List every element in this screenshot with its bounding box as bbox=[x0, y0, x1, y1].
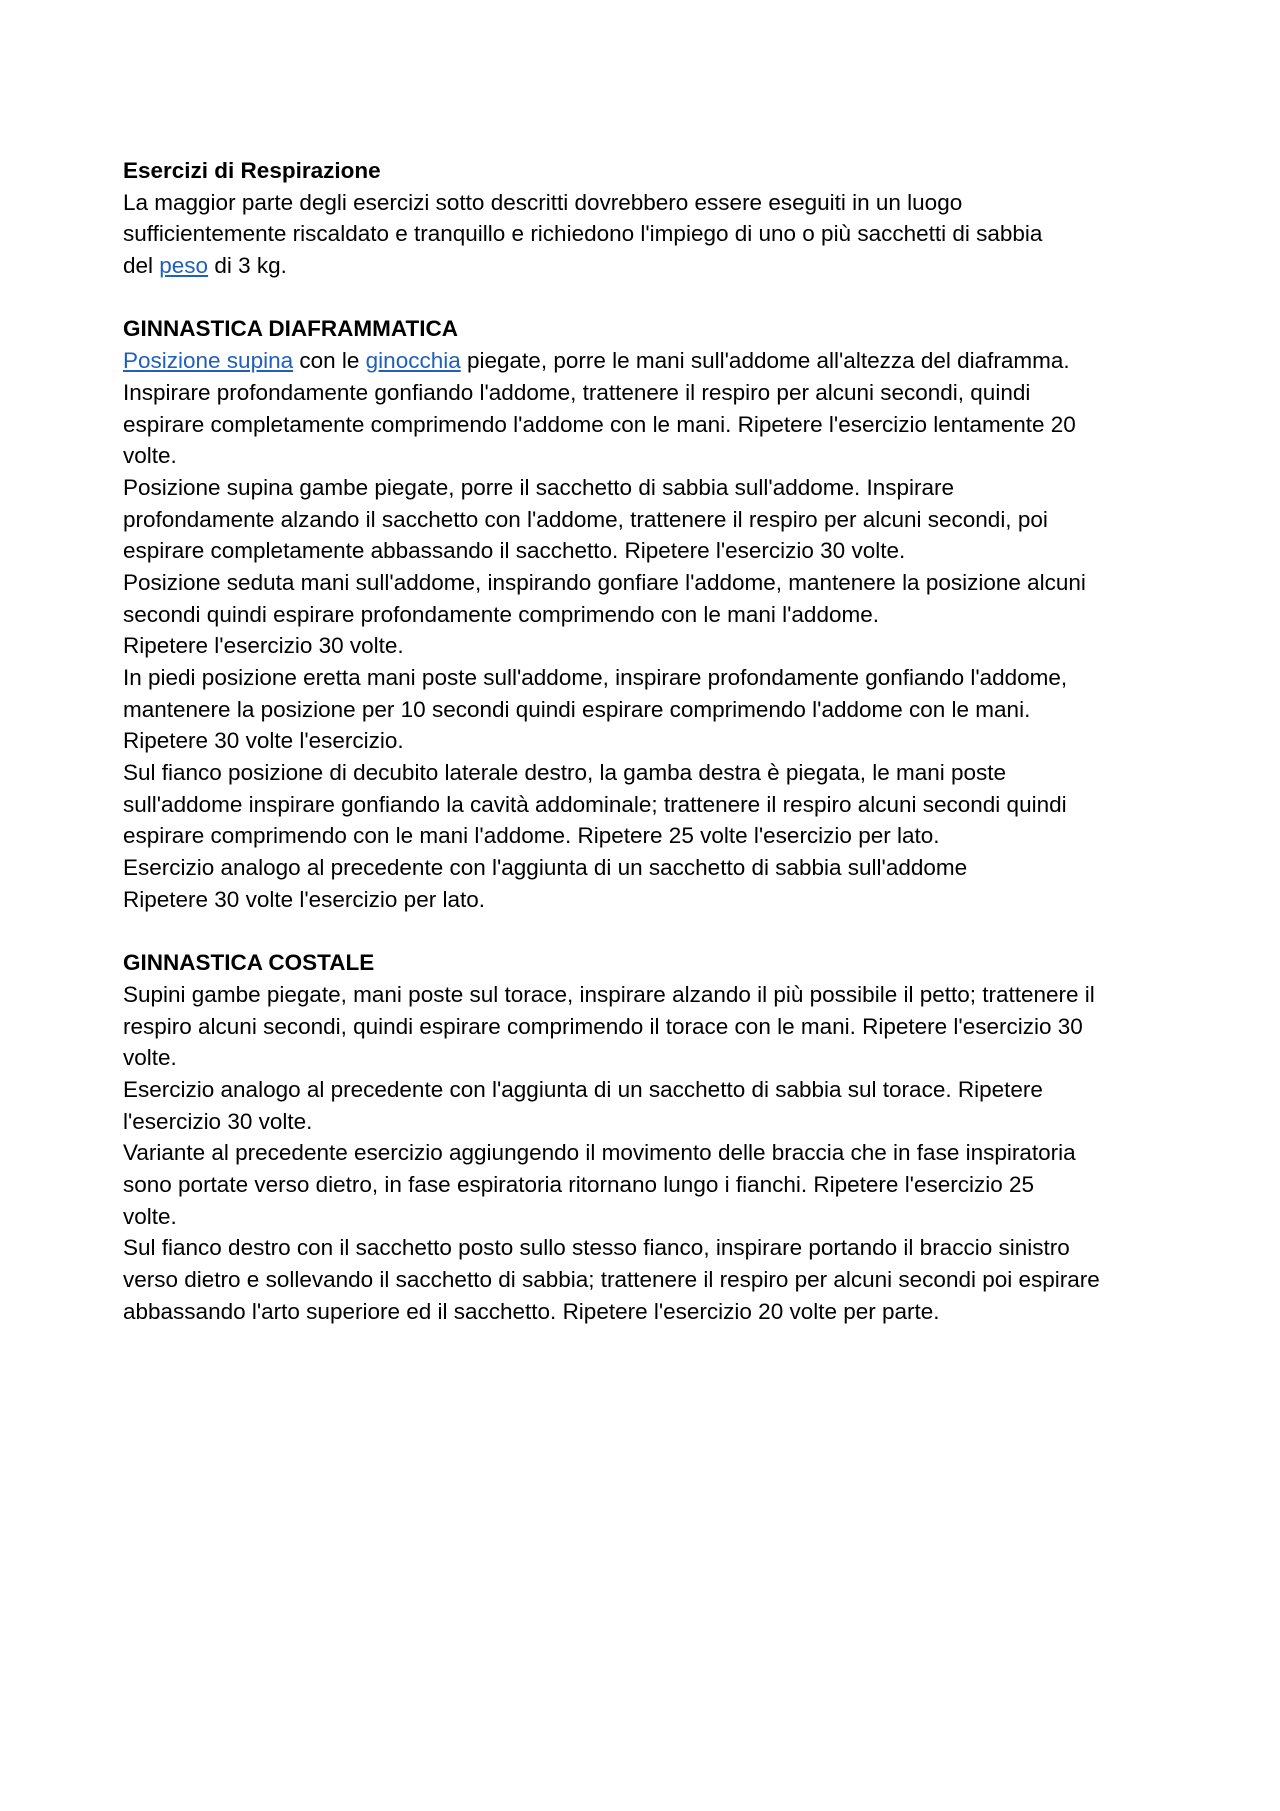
paragraph-line: secondi quindi espirare profondamente comprimendo con le mani l'addome. bbox=[123, 601, 879, 627]
paragraph-line: In piedi posizione eretta mani poste sull'addome, inspirare profondamente gonfiando l'addome, bbox=[123, 665, 1068, 690]
paragraph-line: Sul fianco posizione di decubito laterale destro, la gamba destra è piegata, le mani poste bbox=[123, 760, 1007, 786]
intro-line: La maggior parte degli esercizi sotto descritti dovrebbero essere eseguiti in un luogo bbox=[123, 189, 963, 215]
paragraph-line: l'esercizio 30 volte. bbox=[123, 1108, 313, 1134]
paragraph-line: espirare completamente comprimendo l'addome con le mani. Ripetere l'esercizio lentamente 20 bbox=[123, 411, 1076, 437]
paragraph-line: sono portate verso dietro, in fase espiratoria ritornano lungo i fianchi. Ripetere l'esercizio 25 bbox=[123, 1172, 1035, 1197]
intro-text: di 3 kg. bbox=[208, 253, 287, 279]
paragraph-line: volte. bbox=[123, 443, 177, 469]
intro-text: del bbox=[123, 253, 160, 279]
paragraph-line: volte. bbox=[123, 1203, 177, 1229]
paragraph-line: Esercizio analogo al precedente con l'aggiunta di un sacchetto di sabbia sull'addome bbox=[123, 855, 968, 881]
paragraph-line: Sul fianco destro con il sacchetto posto sullo stesso fianco, inspirare portando il braccio sinistro bbox=[123, 1235, 1070, 1261]
section-heading-costale: GINNASTICA COSTALE bbox=[123, 950, 375, 976]
paragraph-spacer bbox=[123, 282, 1183, 314]
paragraph-line: verso dietro e sollevando il sacchetto di sabbia; trattenere il respiro per alcuni secondi poi espirare bbox=[123, 1267, 1100, 1293]
paragraph-line: mantenere la posizione per 10 secondi quindi espirare comprimendo l'addome con le mani. bbox=[123, 696, 1031, 722]
paragraph-text: con le bbox=[293, 348, 366, 374]
paragraph-line: espirare completamente abbassando il sacchetto. Ripetere l'esercizio 30 volte. bbox=[123, 538, 906, 564]
paragraph-line: espirare comprimendo con le mani l'addome. Ripetere 25 volte l'esercizio per lato. bbox=[123, 823, 940, 849]
paragraph-line: Esercizio analogo al precedente con l'aggiunta di un sacchetto di sabbia sul torace. Ripetere bbox=[123, 1076, 1043, 1102]
paragraph-text: piegate, porre le mani sull'addome all'altezza del diaframma. bbox=[460, 348, 1070, 374]
paragraph-line: sull'addome inspirare gonfiando la cavità addominale; trattenere il respiro alcuni secondi quindi bbox=[123, 791, 1067, 817]
peso-link[interactable]: peso bbox=[159, 253, 209, 279]
paragraph-line: Supini gambe piegate, mani poste sul torace, inspirare alzando il più possibile il petto; trattenere il bbox=[123, 981, 1095, 1007]
ginocchia-link[interactable]: ginocchia bbox=[365, 348, 461, 374]
document-page bbox=[123, 155, 1183, 1327]
paragraph-line: volte. bbox=[123, 1045, 177, 1071]
paragraph-line: respiro alcuni secondi, quindi espirare comprimendo il torace con le mani. Ripetere l'esercizio 30 bbox=[123, 1013, 1083, 1039]
posizione-supina-link[interactable]: Posizione supina bbox=[123, 348, 294, 374]
paragraph-line: abbassando l'arto superiore ed il sacchetto. Ripetere l'esercizio 20 volte per parte. bbox=[123, 1298, 940, 1324]
paragraph-spacer bbox=[123, 916, 1183, 948]
paragraph-line: Ripetere 30 volte l'esercizio. bbox=[123, 728, 404, 754]
intro-line bbox=[123, 250, 1183, 282]
paragraph-line: Posizione supina gambe piegate, porre il sacchetto di sabbia sull'addome. Inspirare bbox=[123, 474, 955, 500]
paragraph-line: Posizione seduta mani sull'addome, inspirando gonfiare l'addome, mantenere la posizione alcuni bbox=[123, 569, 1086, 595]
paragraph-line: Ripetere 30 volte l'esercizio per lato. bbox=[123, 886, 485, 912]
paragraph-line: Variante al precedente esercizio aggiungendo il movimento delle braccia che in fase inspiratoria bbox=[123, 1140, 1076, 1166]
document-title: Esercizi di Respirazione bbox=[123, 158, 381, 183]
paragraph-line: profondamente alzando il sacchetto con l'addome, trattenere il respiro per alcuni secondi, poi bbox=[123, 506, 1048, 532]
paragraph-line: Ripetere l'esercizio 30 volte. bbox=[123, 633, 404, 659]
intro-line: sufficientemente riscaldato e tranquillo e richiedono l'impiego di uno o più sacchetti di sabbia bbox=[123, 221, 1043, 247]
section-heading-diaframmatica: GINNASTICA DIAFRAMMATICA bbox=[123, 316, 458, 342]
paragraph-line: Inspirare profondamente gonfiando l'addome, trattenere il respiro per alcuni secondi, quindi bbox=[123, 379, 1031, 405]
paragraph-line bbox=[123, 345, 1183, 377]
